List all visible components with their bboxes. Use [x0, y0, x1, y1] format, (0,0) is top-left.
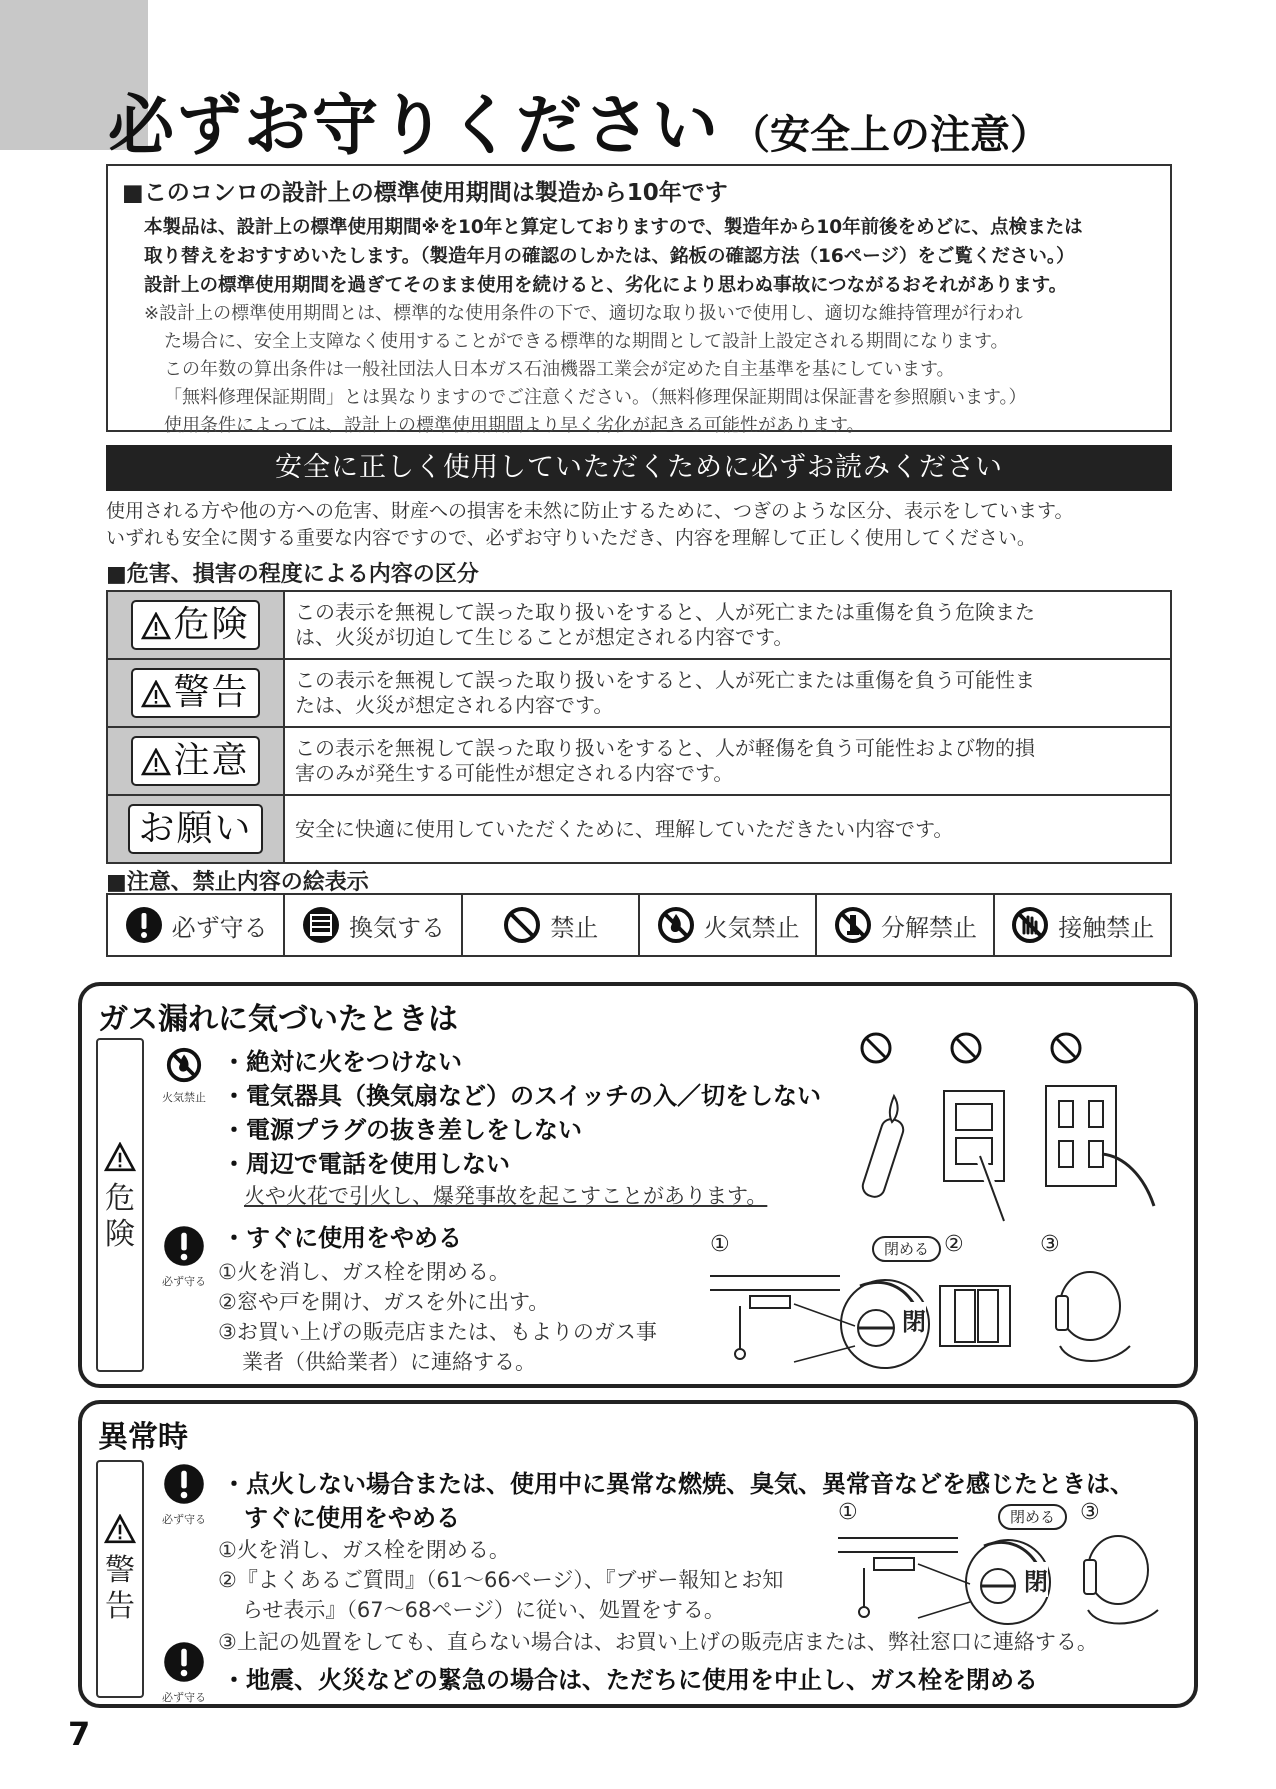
ventilation-icon — [301, 905, 341, 945]
pictogram-row — [106, 893, 1172, 957]
standard-use-note: 「無料修理保証期間」とは異なりますのでご注意ください。（無料修理保証期間は保証書を参照願います。） — [164, 387, 1027, 408]
standard-use-note: ※設計上の標準使用期間とは、標準的な使用条件の下で、適切な取り扱いで使用し、適切な維持管理が行われ — [144, 303, 1023, 324]
standard-use-paragraph: 本製品は、設計上の標準使用期間※を10年と算定しておりますので、製造年から10年前後をめどに、点検または — [144, 217, 1083, 238]
prohibited-actions-illustration — [854, 1026, 1194, 1226]
gas-leak-bullet: ・絶対に火をつけない — [222, 1048, 462, 1076]
close-valve-pill: 閉める — [872, 1236, 941, 1262]
pictogram-prohibited: 禁止 — [463, 895, 640, 955]
gas-leak-bullet: ・電気器具（換気扇など）のスイッチの入／切をしない — [222, 1082, 822, 1110]
must-do-mark: 必ず守る — [154, 1462, 214, 1527]
standard-use-box — [106, 164, 1172, 436]
standard-use-paragraph: 設計上の標準使用期間を過ぎてそのまま使用を続けると、劣化により思わぬ事故につながるおそれがあります。 — [144, 275, 1068, 296]
abnormal-title: 異常時 — [98, 1420, 188, 1455]
abnormal-step: らせ表示』（67～68ページ）に従い、処置をする。 — [242, 1598, 725, 1622]
emergency-bullet: ・地震、火災などの緊急の場合は、ただちに使用を中止し、ガス栓を閉める — [222, 1666, 1038, 1694]
abnormal-bullet: ・点火しない場合または、使用中に異常な燃焼、臭気、異常音などを感じたときは、 — [222, 1470, 1134, 1498]
warning-triangle-icon — [104, 1142, 136, 1172]
exclamation-circle-icon — [162, 1224, 206, 1268]
gas-leak-panel — [78, 982, 1198, 1388]
table-row: 注意 この表示を無視して誤った取り扱いをすると、人が軽傷を負う可能性および物的損 害のみが発生する可能性が想定される内容です。 — [107, 727, 1171, 795]
exclamation-circle-icon — [124, 905, 164, 945]
danger-side-label: 危険 — [96, 1038, 144, 1372]
exclamation-circle-icon — [162, 1640, 206, 1684]
standard-use-heading: ■このコンロの設計上の標準使用期間は製造から10年です — [122, 180, 728, 206]
pictogram-no-touch: 接触禁止 — [995, 895, 1170, 955]
no-fire-icon — [656, 905, 696, 945]
procedure-illustration — [710, 1266, 1180, 1376]
no-disassembly-icon — [833, 905, 873, 945]
standard-use-note: 使用条件によっては、設計上の標準使用期間より早く劣化が起きる可能性があります。 — [164, 415, 865, 436]
warning-triangle-icon — [141, 748, 171, 776]
procedure-illustration — [838, 1530, 1178, 1630]
warning-side-label: 警告 — [96, 1460, 144, 1698]
standard-use-note: この年数の算出条件は一般社団法人日本ガス石油機器工業会が定めた自主基準を基にしています。 — [164, 359, 955, 380]
no-fire-mark: 火気禁止 — [154, 1046, 214, 1105]
no-touch-icon — [1010, 905, 1050, 945]
gas-leak-bullet: ・電源プラグの抜き差しをしない — [222, 1116, 582, 1144]
figure-number: ③ — [1040, 1232, 1060, 1257]
table-row: 危険 この表示を無視して誤った取り扱いをすると、人が死亡または重傷を負う危険また は、火災が切迫して生じることが想定される内容です。 — [107, 591, 1171, 659]
figure-number: ① — [710, 1232, 730, 1257]
pictogram-no-fire: 火気禁止 — [640, 895, 817, 955]
danger-label: 危険 — [131, 600, 259, 650]
pictogram-no-disassembly: 分解禁止 — [817, 895, 994, 955]
exclamation-circle-icon — [162, 1462, 206, 1506]
close-valve-pill: 閉める — [998, 1504, 1067, 1530]
must-do-mark: 必ず守る — [154, 1640, 214, 1705]
pictogram-ventilate: 換気する — [285, 895, 462, 955]
page-title: 必ずお守りください （安全上の注意） — [108, 87, 1050, 164]
warning-triangle-icon — [141, 612, 171, 640]
gas-leak-warning-note: 火や火花で引火し、爆発事故を起こすことがあります。 — [244, 1184, 768, 1208]
standard-use-note: た場合に、安全上支障なく使用することができる標準的な期間として設計上設定される期間になります。 — [164, 331, 1009, 352]
close-char: 閉 — [1024, 1562, 1048, 1597]
abnormal-panel — [78, 1400, 1198, 1708]
must-do-mark: 必ず守る — [154, 1224, 214, 1289]
figure-number: ③ — [1080, 1500, 1100, 1525]
safety-banner: 安全に正しく使用していただくために必ずお読みください — [106, 445, 1172, 491]
abnormal-step: ③上記の処置をしても、直らない場合は、お買い上げの販売店または、弊社窓口に連絡する。 — [218, 1630, 1098, 1654]
gas-leak-step: ①火を消し、ガス栓を閉める。 — [218, 1260, 510, 1284]
standard-use-paragraph: 取り替えをおすすめいたします。（製造年月の確認のしかたは、銘板の確認方法（16ページ）をご覧ください。） — [144, 246, 1075, 267]
intro-text: 使用される方や他の方への危害、財産への損害を未然に防止するために、つぎのような区分、表示をしています。 いずれも安全に関する重要な内容ですので、必ずお守りいただき、内容を理解して正しく使用してください。 — [106, 500, 1074, 549]
prohibited-icon — [502, 905, 542, 945]
close-char: 閉 — [902, 1302, 926, 1337]
warning-label: 警告 — [131, 668, 259, 718]
levels-heading: ■危害、損害の程度による内容の区分 — [106, 562, 479, 587]
abnormal-step: ①火を消し、ガス栓を閉める。 — [218, 1538, 510, 1562]
no-fire-icon — [165, 1046, 203, 1084]
table-row: 警告 この表示を無視して誤った取り扱いをすると、人が死亡または重傷を負う可能性ま たは、火災が想定される内容です。 — [107, 659, 1171, 727]
abnormal-bullet: すぐに使用をやめる — [244, 1504, 460, 1532]
pictogram-must: 必ず守る — [108, 895, 285, 955]
request-label: お願い — [128, 804, 262, 854]
gas-leak-title: ガス漏れに気づいたときは — [98, 1002, 458, 1037]
figure-number: ① — [838, 1500, 858, 1525]
gas-leak-step: 業者（供給業者）に連絡する。 — [242, 1350, 536, 1374]
pictograms-heading: ■注意、禁止内容の絵表示 — [106, 870, 369, 895]
stop-use-bullet: ・すぐに使用をやめる — [222, 1224, 462, 1252]
table-row: お願い 安全に快適に使用していただくために、理解していただきたい内容です。 — [107, 795, 1171, 863]
page-number: 7 — [68, 1715, 91, 1753]
warning-triangle-icon — [104, 1514, 136, 1544]
gas-leak-step: ③お買い上げの販売店または、もよりのガス事 — [218, 1320, 657, 1344]
caution-label: 注意 — [131, 736, 259, 786]
abnormal-step: ②『よくあるご質問』（61～66ページ）、『ブザー報知とお知 — [218, 1568, 784, 1592]
hazard-level-table — [106, 590, 1172, 864]
gas-leak-bullet: ・周辺で電話を使用しない — [222, 1150, 510, 1178]
warning-triangle-icon — [141, 680, 171, 708]
figure-number: ② — [944, 1232, 964, 1257]
gas-leak-step: ②窓や戸を開け、ガスを外に出す。 — [218, 1290, 550, 1314]
